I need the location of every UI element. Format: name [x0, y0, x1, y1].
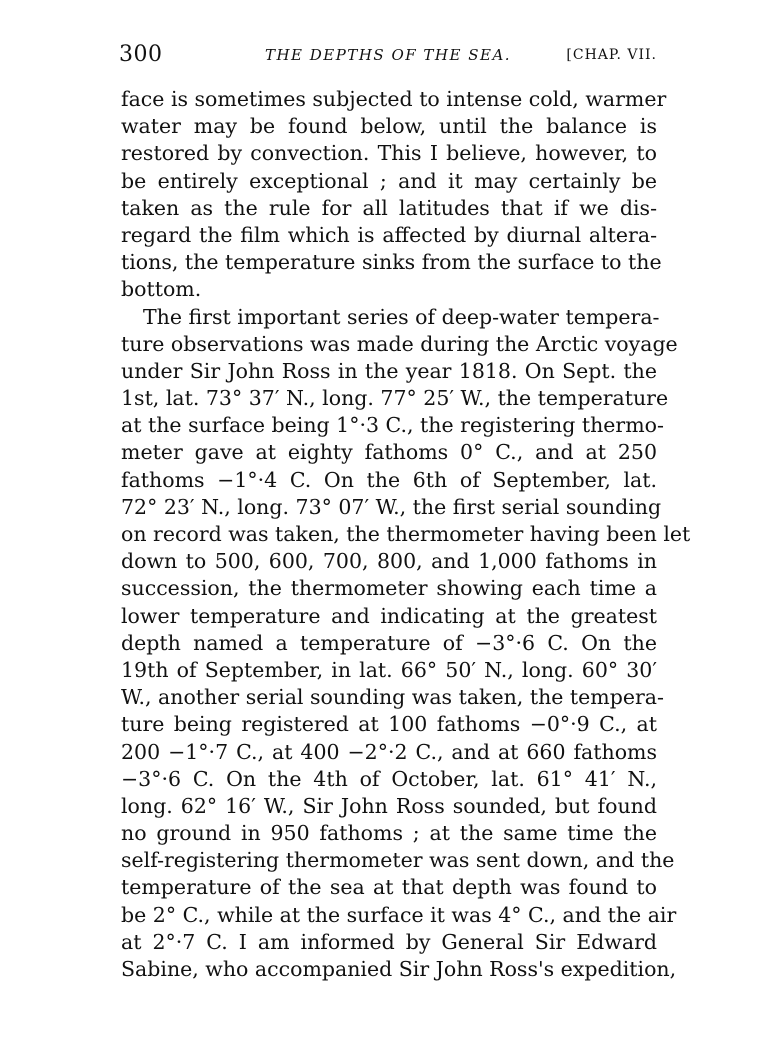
- text-line: 200 −1°·7 C., at 400 −2°·2 C., and at 660 fathoms: [121, 739, 657, 764]
- paragraph: [121, 304, 691, 984]
- text-line: be entirely exceptional ; and it may certainly be: [121, 168, 657, 193]
- text-line: at 2°·7 C. I am informed by General Sir Edward: [121, 929, 657, 954]
- text-line: restored by convection. This I believe, however, to: [121, 141, 657, 166]
- paragraph: [121, 86, 667, 304]
- text-line: 72° 23′ N., long. 73° 07′ W., the first serial sounding: [121, 494, 662, 519]
- text-line: face is sometimes subjected to intense cold, warmer: [121, 87, 667, 111]
- text-line: on record was taken, the thermometer having been let: [121, 522, 691, 546]
- text-line: The first important series of deep-water tempera-: [143, 304, 660, 329]
- text-line: no ground in 950 fathoms ; at the same time the: [121, 821, 657, 846]
- text-line: ture observations was made during the Arctic voyage: [121, 331, 678, 356]
- text-line: meter gave at eighty fathoms 0° C., and at 250: [121, 440, 657, 465]
- text-line: regard the film which is affected by diurnal altera-: [121, 222, 657, 247]
- text-line: water may be found below, until the balance is: [121, 114, 657, 139]
- chapter-reference: [CHAP. VII.: [566, 47, 657, 63]
- text-line: bottom.: [121, 277, 202, 302]
- text-line: self-registering thermometer was sent down, and the: [121, 848, 675, 873]
- body-text: [121, 86, 691, 983]
- text-line: W., another serial sounding was taken, the tempera-: [121, 685, 664, 710]
- text-line: at the surface being 1°·3 C., the registering thermo-: [121, 413, 664, 438]
- text-line: lower temperature and indicating at the greatest: [121, 603, 657, 628]
- text-line: be 2° C., while at the surface it was 4° C., and the air: [121, 902, 677, 927]
- text-line: 19th of September, in lat. 66° 50′ N., long. 60° 30′: [121, 657, 657, 682]
- text-line: ture being registered at 100 fathoms −0°·9 C., at: [121, 712, 657, 737]
- running-title: THE DEPTHS OF THE SEA.: [264, 46, 512, 64]
- text-line: tions, the temperature sinks from the surface to the: [121, 250, 662, 275]
- page-header: [119, 42, 657, 72]
- text-line: 1st, lat. 73° 37′ N., long. 77° 25′ W., the temperature: [121, 386, 669, 411]
- text-line: succession, the thermometer showing each time a: [121, 576, 657, 601]
- text-line: down to 500, 600, 700, 800, and 1,000 fathoms in: [121, 549, 657, 574]
- text-line: −3°·6 C. On the 4th of October, lat. 61° 41′ N.,: [121, 766, 657, 791]
- text-line: fathoms −1°·4 C. On the 6th of September, lat.: [121, 467, 657, 492]
- text-line: Sabine, who accompanied Sir John Ross's expedition,: [121, 957, 677, 981]
- text-line: long. 62° 16′ W., Sir John Ross sounded, but found: [121, 793, 657, 818]
- page-number: 300: [119, 42, 163, 67]
- text-line: depth named a temperature of −3°·6 C. On the: [121, 630, 657, 655]
- text-line: temperature of the sea at that depth was found to: [121, 875, 657, 900]
- text-line: taken as the rule for all latitudes that if we dis-: [121, 195, 657, 220]
- text-line: under Sir John Ross in the year 1818. On Sept. the: [121, 358, 657, 383]
